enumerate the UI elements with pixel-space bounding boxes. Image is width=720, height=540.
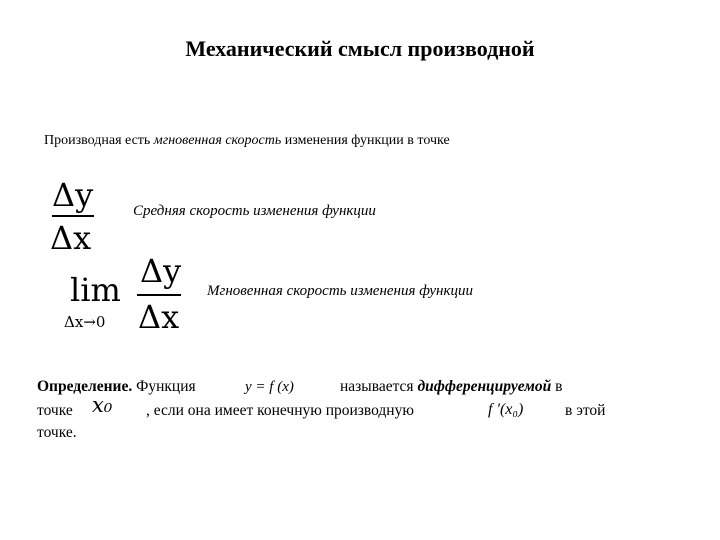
definition-text-point: точке: [37, 402, 73, 419]
intro-emphasis: мгновенная скорость: [153, 133, 282, 148]
definition-text-function: Функция: [132, 378, 196, 395]
definition-text-in: в: [551, 378, 563, 395]
formula1-denominator: Δx: [50, 219, 92, 257]
definition-text-derivative: , если она имеет конечную производную: [146, 402, 414, 419]
formula2-fraction-bar: [137, 294, 181, 296]
intro-text-end: изменения функции в точке: [281, 133, 450, 148]
definition-text-point-end: точке.: [37, 424, 77, 441]
formula2-denominator: Δx: [138, 298, 180, 336]
point-x0: x₀: [92, 393, 113, 417]
instant-rate-caption: Мгновенная скорость изменения функции: [207, 283, 473, 299]
intro-text-start: Производная есть: [44, 133, 154, 148]
definition-label: Определение.: [37, 378, 133, 395]
definition-line-1-end: [340, 378, 562, 396]
definition-line-1: [37, 378, 196, 396]
slide-title: Механический смысл производной: [185, 36, 535, 61]
formula2-numerator: Δy: [140, 252, 182, 290]
definition-text-called: называется: [340, 378, 418, 395]
average-rate-caption: Средняя скорость изменения функции: [133, 203, 376, 219]
formula1-fraction-bar: [52, 215, 94, 217]
definition-text-at-this: в этой: [565, 402, 606, 419]
function-formula: y = f (x): [245, 379, 294, 395]
formula2-limit-subscript: Δx→0: [64, 313, 106, 331]
formula2-lim: lim: [70, 271, 121, 309]
formula1-numerator: Δy: [52, 176, 94, 214]
intro-sentence: [44, 133, 450, 149]
derivative-formula: f ′(x₀): [488, 401, 524, 418]
definition-term: дифференцируемой: [417, 378, 552, 395]
